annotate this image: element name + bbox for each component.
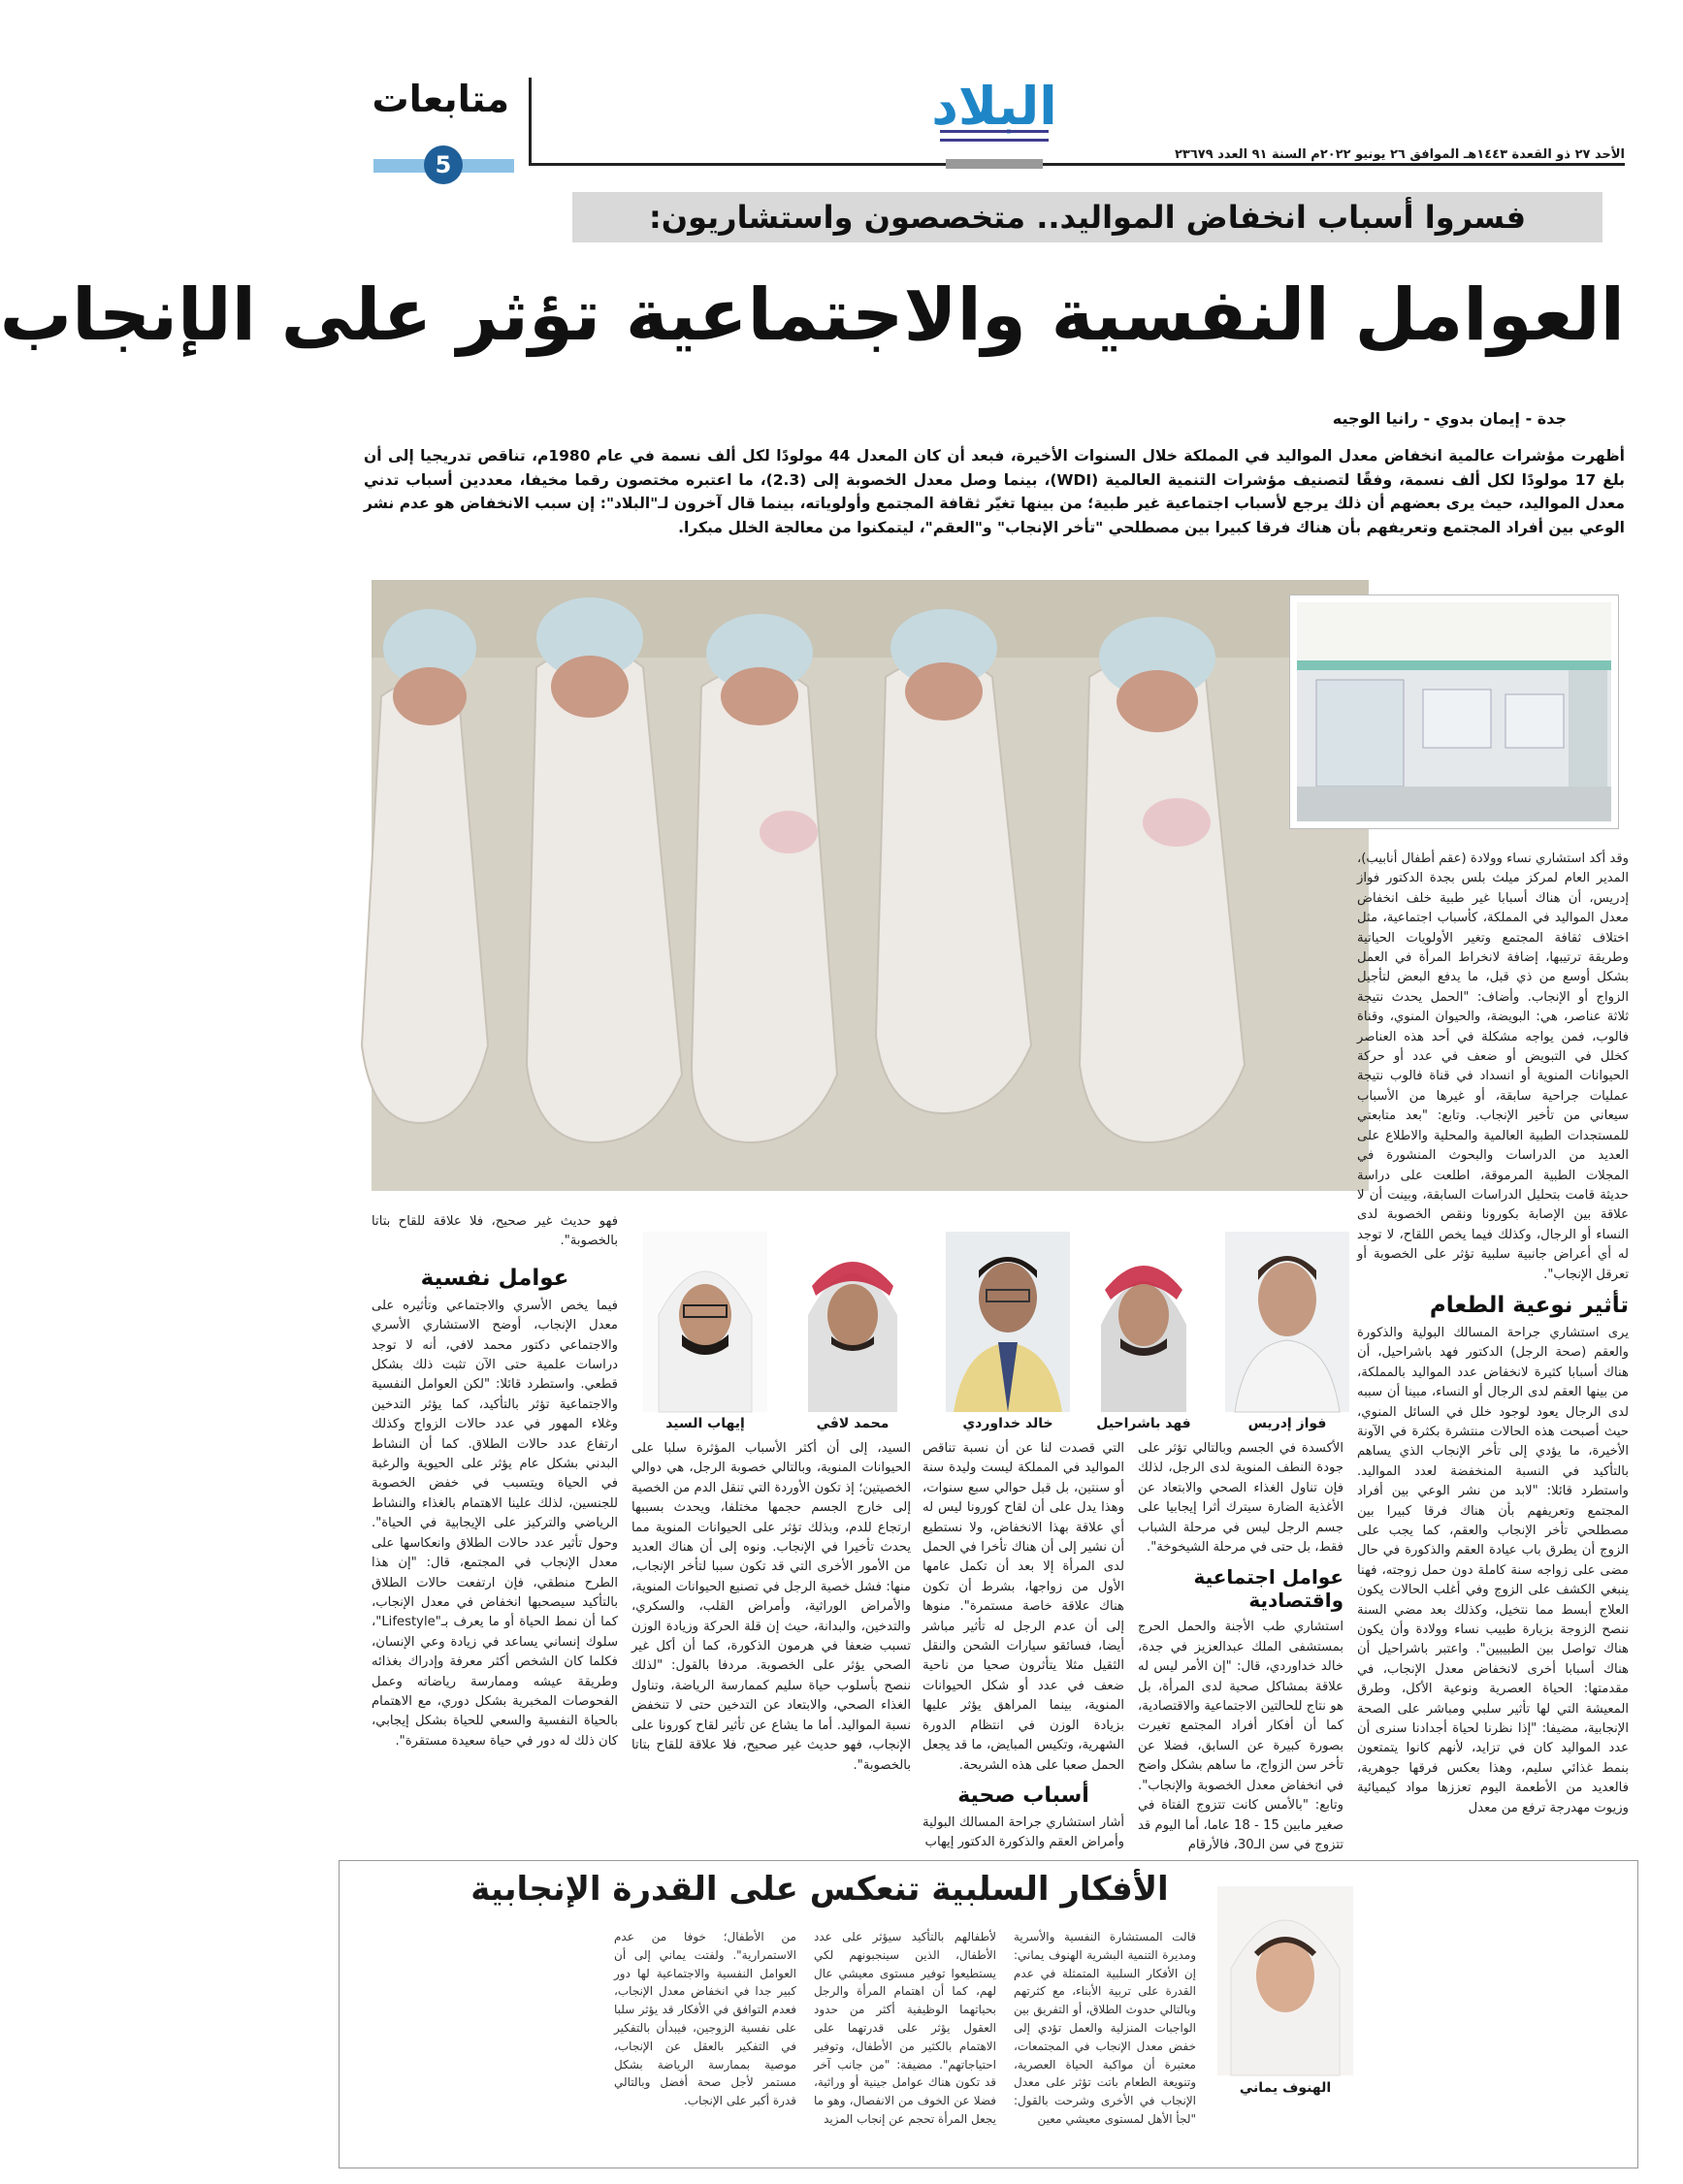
subhead-health-reasons: أسباب صحية xyxy=(957,1783,1089,1808)
issue-date-line: الأحد ٢٧ ذو القعدة ١٤٤٣هـ الموافق ٢٦ يونيو ٢٠٢٢م السنة ٩١ العدد ٢٣٦٧٩ xyxy=(1175,147,1625,162)
portrait-ehab-alsayed xyxy=(643,1232,767,1412)
caption-khaled-khodawardi: خالد خداوردي xyxy=(962,1416,1053,1431)
sidebar-box-title: الأفكار السلبية تنعكس على القدرة الإنجابية xyxy=(470,1870,1169,1909)
article-byline: جدة - إيمان بدوي - رانيا الوجيه xyxy=(1332,409,1567,428)
left-column xyxy=(372,1212,618,1837)
newborn-babies-photo xyxy=(372,580,1369,1191)
caption-alhanouf-yamani: الهنوف يماني xyxy=(1239,2080,1332,2096)
logo-lines-icon xyxy=(940,130,1049,142)
header-divider-vertical xyxy=(529,78,532,165)
article-lead: أظهرت مؤشرات عالمية انخفاض معدل المواليد في المملكة خلال السنوات الأخيرة، فبعد أن كان المعدل 44 مولودًا لكل ألف نسمة في عام 1980م، تناقص تدريجيا إلى أن بلغ 17 مولودًا لكل ألف نسمة، وفقًا لتصنيف مؤشرات التنمية العالمية (WDI)، بينما وصل معدل الخصوبة إلى (2.3)، ما اعتبره مختصون رقما مخيفا، معددين أسباب تدني معدل المواليد، حيث يرى بعضهم أن ذلك يرجع لأسباب اجتماعية غير طبية؛ من بينها تغيّر ثقافة المجتمع وأولوياته، بينما قال آخرون لـ"البلاد": إن سبب الانخفاض هو عدم نشر الوعي بين أفراد المجتمع وتعريفهم بأن هناك فرقا كبيرا بين مصطلحي "تأخر الإنجاب" و"العقم"، ليتمكنوا من معالجة الخلل مبكرا. xyxy=(364,447,1625,536)
logo-text: البلاد xyxy=(931,76,1057,137)
maternity-ward-photo xyxy=(1290,595,1618,828)
section-name: متابعات xyxy=(372,78,509,120)
middle-column-2-text-b: أشار استشاري جراحة المسالك البولية وأمراض العقم والذكورة الدكتور إيهاب xyxy=(922,1815,1124,1850)
page-number-badge: 5 xyxy=(424,145,463,184)
middle-column-3-text: السيد، إلى أن أكثر الأسباب المؤثرة سلبا على الحيوانات المنوية، وبالتالي خصوبة الرجل، هي دوالي الخصيتين؛ إذ تكون الأوردة التي تنقل الدم من الخصية إلى خارج الجسم حجمها مختلفا، ويحدث بسببها ارتجاع للدم، وبذلك تؤثر على الحيوانات المنوية مما يحدث تأخيرا في الإنجاب. ونوه إلى أن هناك العديد من الأمور الأخرى التي قد تكون سببا لتأخر الإنجاب، منها: فشل خصية الرجل في تصنيع الحيوانات المنوية، والأمراض الوراثية، وأمراض القلب، والسكري، والتدخين، والبدانة، حيث إن قلة الحركة وزيادة الوزن تسبب ضعفا في هرمون الذكورة، كما أن أكل غير الصحي يؤثر على الخصوبة. مردفا بالقول: "لذلك ننصح بأسلوب حياة سليم كممارسة الرياضة، وتناول الغذاء الصحي، والابتعاد عن التدخين حتى لا تنخفض نسبة المواليد. أما ما يشاع عن تأثير لقاح كورونا على الإنجاب، فهو حديث غير صحيح، فلا علاقة للقاح بتاتا بالخصوبة". xyxy=(631,1441,911,1773)
subhead-food-quality: تأثير نوعية الطعام xyxy=(1429,1292,1629,1318)
article-headline: العوامل النفسية والاجتماعية تؤثر على الإنجاب xyxy=(0,273,1625,357)
right-column-paragraph-1: وقد أكد استشاري نساء وولادة (عقم أطفال أنابيب)، المدير العام لمركز ميلث بلس بجدة الدكتور فواز إدريس، أن هناك أسبابا غير طبية خلف انخفاض معدل المواليد في المملكة، كأسباب اجتماعية، مثل اختلاف ثقافة المجتمع وتغير الأولويات الحياتية وطريقة ترتيبها، إضافة لانخراط المرأة في العمل بشكل أوسع من ذي قبل، ما يدفع البعض لتأجيل الزواج أو الإنجاب. وأضاف: "الحمل يحدث نتيجة ثلاثة عناصر، هي: البويضة، والحيوان المنوي، وقناة فالوب، فمن يواجه مشكلة في أحد هذه العناصر كخلل في التبويض أو ضعف في عدد أو حركة الحيوانات المنوية أو انسداد في قناة فالوب نتيجة عمليات جراحية سابقة، أو غيرها من الأسباب سيعاني من تأخير الإنجاب. وتابع: "بعد متابعتي للمستجدات الطبية العالمية والمحلية والاطلاع على العديد من الدراسات والبحوث المنشورة في المجلات الطبية المرموقة، اطلعت على دراسة حديثة قامت بتحليل الدراسات السابقة، وبينت أن لا علاقة بين الإصابة بكورونا ونقص الخصوبة لدى النساء أو الرجال، وكذلك فيما يخص اللقاح، لا توجد له أي أعراض جانبية سلبية تؤثر على الخصوبة أو تعرقل الإنجاب". xyxy=(1357,851,1629,1282)
subhead-psychological-factors: عوامل نفسية xyxy=(420,1265,569,1291)
article-kicker: فسروا أسباب انخفاض المواليد.. متخصصون واستشاريون: xyxy=(648,199,1527,236)
right-article-column xyxy=(1357,850,1629,2000)
right-column-paragraph-2: يرى استشاري جراحة المسالك البولية والذكورة والعقم (صحة الرجل) الدكتور فهد باشراحيل، أن هناك أسبابا كثيرة لانخفاض عدد المواليد بالمملكة، من بينها العقم لدى الرجال أو النساء، مبينا أن سببه لدى الرجال يعود لوجود خلل في السائل المنوي، حيث أصبحت هذه الحالات منتشرة بكثرة في الآونة الأخيرة، ما يؤدي إلى تأخر الإنجاب الذي يساهم بالتأكيد في النسبة المنخفضة لعدد المواليد. واستطرد قائلا: "لابد من نشر الوعي بين أفراد المجتمع وتعريفهم بأن هناك فرقا كبيرا بين مصطلحي تأخر الإنجاب والعقم، كما يجب على الزوج أن يطرق باب عيادة العقم والذكورة في حال مضى على زواجه سنة كاملة دون حمل زوجته، فهنا ينبغي الكشف على الزوج وفي أغلب الحالات يكون العلاج أبسط مما نتخيل، وكذلك بعد مضي السنة ننصح الزوجة بزيارة طبيب نساء وولادة وأن يكون هناك تواصل بين الطبيبين". واعتبر باشراحيل أن هناك أسبابا أخرى لانخفاض معدل الإنجاب، في مقدمتها: الحياة العصرية ونوعية الأكل، وطرق المعيشة التي لها تأثير سلبي ومباشر على الصحة الإنجابية، مضيفا: "إذا نظرنا لحياة أجدادنا سنرى أن عدد المواليد كان في تزايد، لأنهم كانوا يتمتعون بنمط غذائي سليم، وهذا بعكس فرقها جوهرية، فالعديد من الأطعمة اليوم تعززها مواد كيميائية وزيوت مهدرجة ترفع من معدل xyxy=(1357,1325,1629,1815)
sidebar-box-column-3: من الأطفال؛ خوفا من عدم الاستمرارية". ولفتت يماني إلى أن العوامل النفسية والاجتماعية لها دور كبير جدا في انخفاض معدل الإنجاب، فعدم التوافق في الأفكار قد يؤثر سلبا على نفسية الزوجين، فيبدأن بالتفكير في التفكير بالعقل عن الإنجاب، موصية بممارسة الرياضة بشكل مستمر لأجل صحة أفضل وبالتالي قدرة أكبر على الإنجاب. xyxy=(614,1930,796,2108)
left-column-top-text: فهو حديث غير صحيح، فلا علاقة للقاح بتاتا بالخصوبة". xyxy=(372,1214,618,1249)
header-divider xyxy=(529,163,1625,166)
portrait-fawaz-idris xyxy=(1225,1232,1349,1412)
caption-fahad-basharahil: فهد باشراحيل xyxy=(1096,1416,1191,1431)
portrait-alhanouf-yamani xyxy=(1217,1886,1353,2075)
logo-bar xyxy=(946,159,1043,169)
portrait-khaled-khodawardi xyxy=(946,1232,1070,1412)
middle-column-1-text-b: استشاري طب الأجنة والحمل الحرج بمستشفى الملك عبدالعزيز في جدة، خالد خداوردي، قال: "إن الأمر ليس له علاقة بمشاكل صحية لدى المرأة، بل هو نتاج للحالتين الاجتماعية والاقتصادية، كما أن أفكار أفراد المجتمع تغيرت بصورة كبيرة عن السابق، فضلا عن تأخر سن الزواج، ما ساهم بشكل واضح في انخفاض معدل الخصوبة والإنجاب". وتابع: "بالأمس كانت تتزوج الفتاة في صغير مابين 15 - 18 عاما، أما اليوم قد تتزوج في سن الـ30، فالأرقام xyxy=(1138,1620,1343,1852)
caption-fawaz-idris: فواز إدريس xyxy=(1247,1416,1327,1431)
middle-column-3 xyxy=(631,1439,911,1837)
portrait-mohammed-lafi xyxy=(791,1232,915,1412)
middle-column-2-text: التي قصدت لنا عن أن نسبة تناقص المواليد في المملكة ليست وليدة سنة أو سنتين، بل قبل حوالي سبع سنوات، وهذا يدل على أن لقاح كورونا ليس له أي علاقة بهذا الانخفاض، ولا نستطيع أن نشير إلى أن هناك تأخرا في الحمل لدى المرأة إلا بعد أن تكمل عامها الأول من زواجها، بشرط أن تكون هناك علاقة خاصة مستمرة". منوها إلى أن عدم الرجل له تأثير مباشر أيضا، فسائقو سيارات الشحن والنقل الثقيل مثلا يتأثرون صحيا من ناحية ضعف في عدد أو شكل الحيوانات المنوية، بينما المراهق يؤثر عليها بزيادة الوزن في انتظام الدورة الشهرية، وتكيس المبايض، ما قد يجعل الحمل صعبا على هذه الشريحة. xyxy=(922,1441,1124,1773)
sidebar-box-column-1: قالت المستشارة النفسية والأسرية ومديرة التنمية البشرية الهنوف يماني: إن الأفكار السلبية المتمثلة في عدم القدرة على تربية الأبناء، مع كثرتهم وبالتالي حدوث الطلاق، أو التفريق بين الواجبات المنزلية والعمل تؤدي إلى خفض معدل الإنجاب في المجتمعات، معتبرة أن مواكبة الحياة العصرية، وتنويعة الطعام باتت تؤثر على معدل الإنجاب في الأخرى وشرحت بالقول: "لجأ الأهل لمستوى معيشي معين xyxy=(1014,1930,1196,2126)
left-column-text: فيما يخص الأسري والاجتماعي وتأثيره على معدل الإنجاب، أوضح الاستشاري الأسري والاجتماعي دكتور محمد لافي، أنه لا توجد دراسات علمية حتى الآن تثبت ذلك بشكل قطعي. واستطرد قائلا: "لكن العوامل النفسية والاجتماعية تؤثر بالتأكيد، كما يؤثر التدخين وغلاء المهور في عدد حالات الزواج وكذلك ارتفاع عدد حالات الطلاق. كما أن النشاط البدني بشكل عام يؤثر على الحيوية والرغبة في الحياة ويتسبب في خفض الخصوبة للجنسين، لذلك علينا الاهتمام بالغذاء والنشاط الرياضي والتركيز على الإيجابية في الحياة". وحول تأثير عدد حالات الطلاق وانعكاسها على معدل الإنجاب في المجتمع، قال: "إن هذا الطرح منطقي، فإن ارتفعت حالات الطلاق بالتأكيد سيصحبها انخفاض في معدل الإنجاب، كما أن نمط الحياة أو ما يعرف بـ"Lifestyle"، سلوك إنساني يساعد في زيادة وعي الإنسان، فكلما كان الشخص أكثر معرفة وإدراك بغذائه وطريقة عيشه وممارسة رياضاته وعمل الفحوصات المخبرية بشكل دوري، مع الاهتمام بالحياة النفسية والسعي للحياة بشكل إيجابي، كان ذلك له دور في حياة سعيدة مستقرة". xyxy=(372,1298,618,1749)
caption-ehab-alsayed: إيهاب السيد xyxy=(665,1416,745,1431)
portrait-fahad-basharahil xyxy=(1082,1232,1206,1412)
middle-column-2 xyxy=(922,1439,1124,1850)
newspaper-logo xyxy=(926,76,1062,163)
middle-column-1 xyxy=(1138,1439,1343,1852)
sidebar-box-column-2: لأطفالهم بالتأكيد سيؤثر على عدد الأطفال، الذين سينجبونهم لكي يستطيعوا توفير مستوى معيشي عال لهم، كما أن اهتمام المرأة والرجل بحياتهما الوظيفية أكثر من حدود العقول يؤثر على قدرتهما على الاهتمام بالكثير من الأطفال، وتوفير احتياجاتهم". مضيفة: "من جانب آخر قد تكون هناك عوامل جينية أو وراثية، فضلا عن الخوف من الانفصال، وهو ما يجعل المرأة تحجم عن إنجاب المزيد xyxy=(814,1930,996,2126)
middle-column-1-text: الأكسدة في الجسم وبالتالي تؤثر على جودة النطف المنوية لدى الرجل، لذلك فإن تناول الغذاء الصحي والابتعاد عن الأغذية الضارة سيترك أثرا إيجابيا على جسم الرجل ليس في مرحلة الشباب فقط، بل حتى في مرحلة الشيخوخة". xyxy=(1138,1441,1343,1556)
caption-mohammed-lafi: محمد لاڤي xyxy=(816,1416,890,1431)
subhead-social-economic: عوامل اجتماعية واقتصادية xyxy=(1193,1565,1343,1613)
